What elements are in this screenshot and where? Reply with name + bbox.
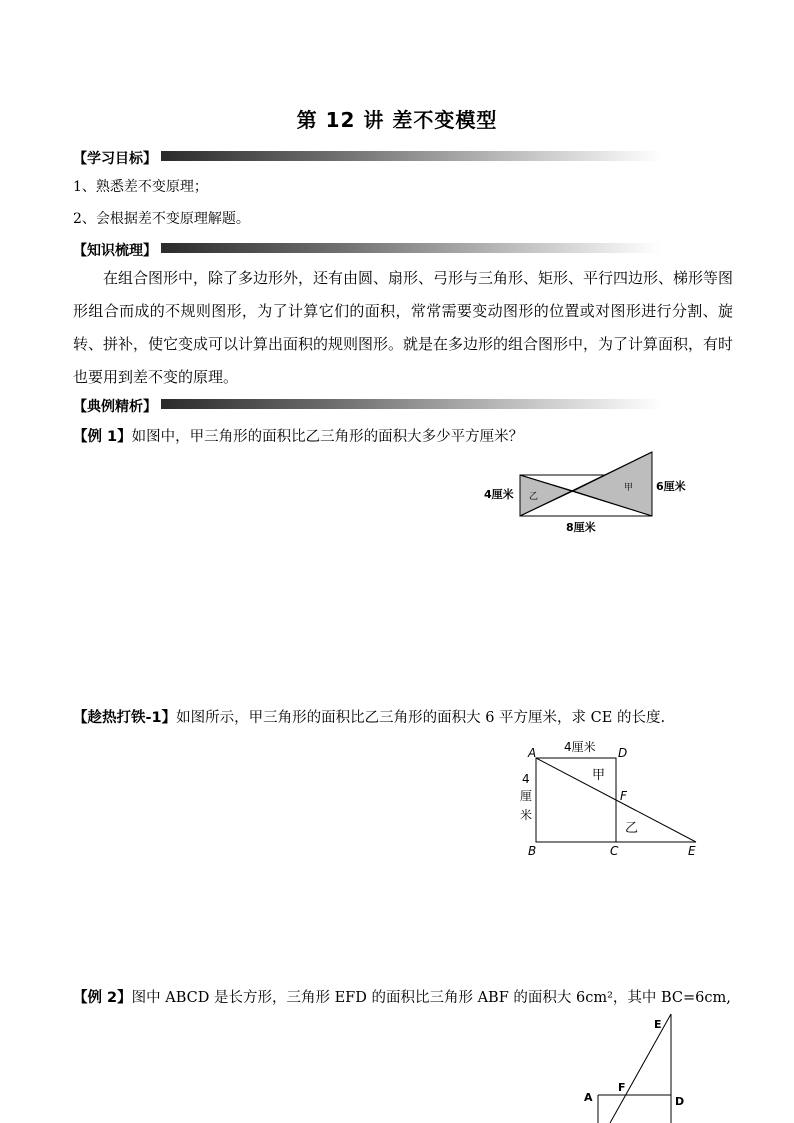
point-a: A bbox=[584, 1091, 593, 1104]
example-text: 图中 ABCD 是长方形，三角形 EFD 的面积比三角形 ABF 的面积大 6cm²，其中 BC=6cm, bbox=[131, 990, 731, 1006]
label-yi: 乙 bbox=[529, 492, 539, 502]
label-side-length: 厘 bbox=[520, 789, 533, 803]
example-1-question bbox=[73, 425, 523, 446]
section-gradient-bar bbox=[161, 243, 661, 253]
label-jia: 甲 bbox=[592, 768, 606, 783]
example-tag: 【例 1】 bbox=[73, 429, 132, 445]
triangle-yi bbox=[520, 475, 573, 516]
practice-1-figure bbox=[500, 732, 720, 862]
label-yi: 乙 bbox=[625, 821, 639, 836]
label-top-length: 4厘米 bbox=[564, 740, 596, 754]
practice-1-question bbox=[73, 706, 665, 727]
section-gradient-bar bbox=[161, 399, 661, 409]
practice-text: 如图所示，甲三角形的面积比乙三角形的面积大 6 平方厘米，求 CE 的长度. bbox=[176, 710, 666, 726]
label-side-length: 4 bbox=[522, 772, 530, 786]
point-f: F bbox=[620, 789, 627, 803]
label-right-length: 6厘米 bbox=[656, 480, 686, 493]
section-label: 【典例精析】 bbox=[73, 399, 157, 415]
section-label: 【知识梳理】 bbox=[73, 243, 157, 259]
label-left-length: 4厘米 bbox=[484, 488, 514, 501]
example-text: 如图中，甲三角形的面积比乙三角形的面积大多少平方厘米？ bbox=[131, 429, 524, 445]
point-e: E bbox=[654, 1018, 662, 1031]
goal-item-1: 1、熟悉差不变原理； bbox=[73, 179, 208, 195]
point-e: E bbox=[688, 844, 696, 858]
label-side-length: 米 bbox=[520, 808, 533, 822]
point-a: A bbox=[528, 746, 537, 760]
section-label: 【学习目标】 bbox=[73, 151, 157, 167]
point-c: C bbox=[610, 844, 619, 858]
goal-item-2: 2、会根据差不变原理解题。 bbox=[73, 211, 250, 227]
example-2-figure bbox=[570, 1010, 710, 1123]
point-f: F bbox=[618, 1081, 626, 1094]
example-tag: 【例 2】 bbox=[73, 990, 132, 1006]
label-bottom-length: 8厘米 bbox=[566, 521, 596, 534]
point-d: D bbox=[618, 746, 628, 760]
section-gradient-bar bbox=[161, 151, 661, 161]
point-b: B bbox=[528, 844, 537, 858]
knowledge-paragraph: 在组合图形中，除了多边形外，还有由圆、扇形、弓形与三角形、矩形、平行四边形、梯形等图形组合而成的不规则图形，为了计算它们的面积，常常需要变动图形的位置或对图形进行分割、旋转、拼补，使它变成可以计算出面积的规则图形。就是在多边形的组合图形中，为了计算面积，有时也要用到差不变的原理。 bbox=[73, 269, 734, 386]
example-1-figure bbox=[470, 445, 710, 545]
practice-tag: 【趁热打铁-1】 bbox=[73, 710, 177, 726]
point-d: D bbox=[675, 1095, 685, 1108]
label-jia: 甲 bbox=[624, 483, 634, 493]
segment-eb bbox=[610, 1014, 671, 1123]
example-2-question bbox=[73, 986, 731, 1007]
triangle-jia bbox=[573, 452, 652, 516]
page-title: 第 12 讲 差不变模型 bbox=[296, 108, 498, 132]
